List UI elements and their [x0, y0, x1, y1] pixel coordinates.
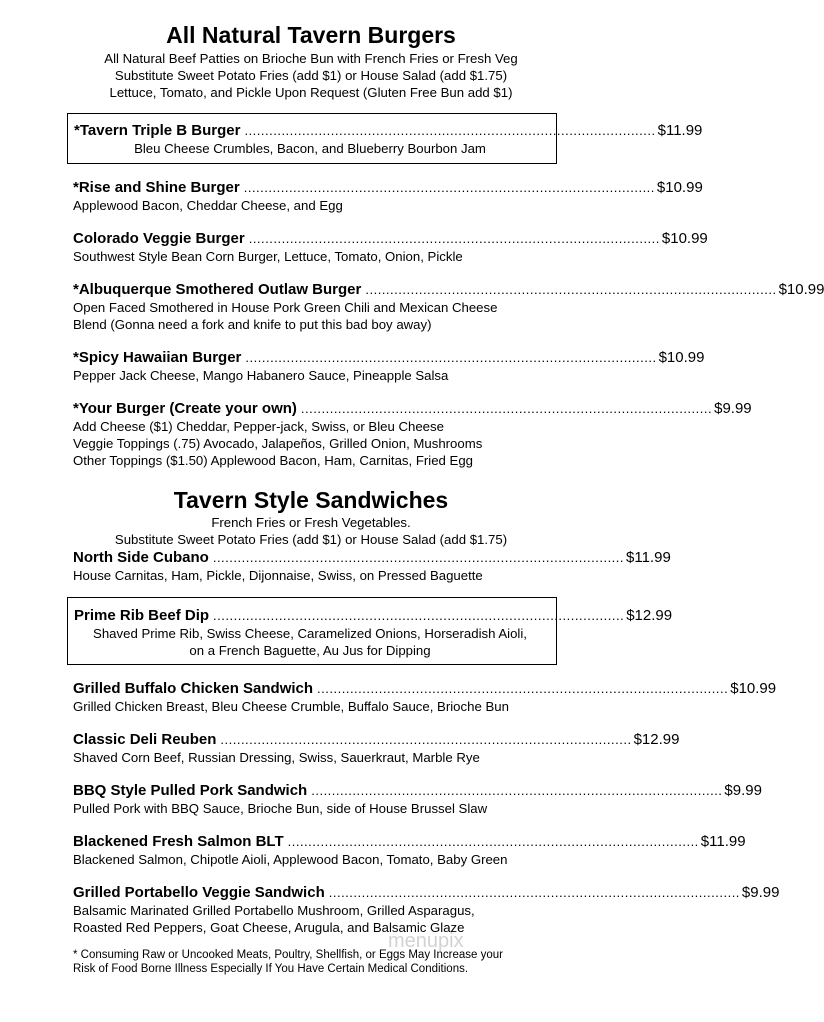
menu-item-name: *Rise and Shine Burger [73, 179, 240, 196]
menu-item-header [74, 121, 703, 140]
menu-item-header [73, 399, 752, 418]
menu-item-name: Prime Rib Beef Dip [74, 607, 210, 624]
menu-item [73, 229, 708, 265]
menu-item-price: $9.99 [714, 400, 752, 417]
burgers-note: Substitute Sweet Potato Fries (add $1) or House Salad (add $1.75) [114, 68, 508, 83]
menu-item-price: $11.99 [700, 833, 746, 850]
menu-item-description: Blend (Gonna need a fork and knife to put this bad boy away) [73, 317, 432, 332]
menu-item-header [73, 348, 705, 367]
menu-item-price: $11.99 [626, 549, 671, 566]
menu-item-header [73, 280, 824, 299]
leader-dots: .................................................................................................... [248, 231, 660, 246]
sandwiches-title: Tavern Style Sandwiches [173, 487, 449, 513]
menu-item-price: $12.99 [633, 731, 680, 748]
leader-dots: .................................................................................................... [311, 783, 723, 798]
menu-item-description: Bleu Cheese Crumbles, Bacon, and Blueberry Bourbon Jam [134, 141, 486, 156]
menu-item-price: $10.99 [656, 179, 703, 196]
menu-item-name: *Albuquerque Smothered Outlaw Burger [73, 281, 362, 298]
leader-dots: .................................................................................................... [212, 550, 625, 565]
burgers-title: All Natural Tavern Burgers [166, 22, 456, 48]
watermark-logo: menupix [388, 930, 464, 952]
menu-item-price: $9.99 [741, 884, 780, 901]
menu-item [73, 280, 824, 333]
menu-item-header [73, 781, 762, 800]
menu-item-description: on a French Baguette, Au Jus for Dipping [189, 643, 431, 658]
menu-item-price: $10.99 [730, 680, 777, 697]
menu-item-price: $12.99 [626, 607, 673, 624]
featured-item-box [67, 113, 703, 164]
menu-item-header [73, 548, 671, 567]
menu-item-name: Colorado Veggie Burger [73, 230, 245, 247]
leader-dots: .................................................................................................... [300, 401, 713, 416]
leader-dots: .................................................................................................... [328, 885, 740, 900]
menu-item [73, 178, 703, 214]
menu-item-description: Applewood Bacon, Cheddar Cheese, and Egg [73, 198, 343, 213]
food-safety-footnote: * Consuming Raw or Uncooked Meats, Poultry, Shellfish, or Eggs May Increase your [73, 949, 503, 961]
menu-item-description: Open Faced Smothered in House Pork Green Chili and Mexican Cheese [73, 300, 498, 315]
leader-dots: .................................................................................................... [317, 681, 729, 696]
menu-item [73, 399, 752, 469]
leader-dots: .................................................................................................... [365, 282, 777, 297]
menu-item-name: *Tavern Triple B Burger [74, 122, 241, 139]
food-safety-footnote: Risk of Food Borne Illness Especially If You Have Certain Medical Conditions. [73, 963, 469, 975]
menu-item [73, 730, 680, 766]
menu-item-description: Shaved Corn Beef, Russian Dressing, Swiss, Sauerkraut, Marble Rye [73, 750, 480, 765]
leader-dots: .................................................................................................... [245, 350, 657, 365]
menu-item-price: $11.99 [657, 122, 703, 139]
leader-dots: .................................................................................................... [213, 608, 625, 623]
menu-item-description: Blackened Salmon, Chipotle Aioli, Applewood Bacon, Tomato, Baby Green [73, 852, 508, 867]
menu-item-header [73, 832, 746, 851]
menu-item-header [73, 679, 777, 698]
sandwiches-note: French Fries or Fresh Vegetables. [211, 515, 411, 530]
menu-item-description: Grilled Chicken Breast, Bleu Cheese Crumble, Buffalo Sauce, Brioche Bun [73, 699, 509, 714]
burgers-note: Lettuce, Tomato, and Pickle Upon Request (Gluten Free Bun add $1) [109, 85, 513, 100]
menu-item-header [73, 178, 703, 197]
menu-item-price: $10.99 [778, 281, 824, 298]
menu-item [73, 883, 780, 936]
menu-item-name: BBQ Style Pulled Pork Sandwich [73, 782, 308, 799]
menu-item-description: Pulled Pork with BBQ Sauce, Brioche Bun, side of House Brussel Slaw [73, 801, 488, 816]
menu-item-header [73, 883, 780, 902]
menu-item-description: Roasted Red Peppers, Goat Cheese, Arugula, and Balsamic Glaze [73, 920, 465, 935]
menu-item-name: Grilled Buffalo Chicken Sandwich [73, 680, 314, 697]
menu-item-description: Veggie Toppings (.75) Avocado, Jalapeños, Grilled Onion, Mushrooms [73, 436, 483, 451]
menu-item [73, 679, 777, 715]
menu-item-name: Classic Deli Reuben [73, 731, 217, 748]
sandwiches-note: Substitute Sweet Potato Fries (add $1) or House Salad (add $1.75) [114, 532, 508, 547]
menu-item-description: Balsamic Marinated Grilled Portabello Mushroom, Grilled Asparagus, [73, 903, 475, 918]
leader-dots: .................................................................................................... [220, 732, 632, 747]
menu-item-description: Other Toppings ($1.50) Applewood Bacon, Ham, Carnitas, Fried Egg [73, 453, 473, 468]
featured-item-box [67, 597, 673, 665]
leader-dots: .................................................................................................... [244, 123, 656, 138]
menu-item-name: *Spicy Hawaiian Burger [73, 349, 242, 366]
menu-item-description: Pepper Jack Cheese, Mango Habanero Sauce, Pineapple Salsa [73, 368, 449, 383]
menu-item [73, 548, 671, 584]
menu-item-header [73, 730, 680, 749]
menu-item-header [73, 229, 708, 248]
menu-item-description: House Carnitas, Ham, Pickle, Dijonnaise, Swiss, on Pressed Baguette [73, 568, 483, 583]
menu-item-price: $10.99 [658, 349, 705, 366]
menu-item-name: North Side Cubano [73, 549, 209, 566]
menu-item [73, 781, 762, 817]
menu-item [73, 832, 746, 868]
menu-item-price: $9.99 [724, 782, 762, 799]
menu-item-description: Southwest Style Bean Corn Burger, Lettuce, Tomato, Onion, Pickle [73, 249, 463, 264]
leader-dots: .................................................................................................... [243, 180, 655, 195]
burgers-note: All Natural Beef Patties on Brioche Bun with French Fries or Fresh Veg [104, 51, 518, 66]
menu-item-price: $10.99 [661, 230, 708, 247]
menu-item-name: Grilled Portabello Veggie Sandwich [73, 884, 325, 901]
menu-item-header [74, 606, 673, 625]
menu-item-description: Add Cheese ($1) Cheddar, Pepper-jack, Swiss, or Bleu Cheese [73, 419, 444, 434]
leader-dots: .................................................................................................... [287, 834, 699, 849]
menu-item-name: Blackened Fresh Salmon BLT [73, 833, 284, 850]
menu-item-description: Shaved Prime Rib, Swiss Cheese, Caramelized Onions, Horseradish Aioli, [93, 626, 527, 641]
menu-item [73, 348, 705, 384]
menu-item-name: *Your Burger (Create your own) [73, 400, 297, 417]
